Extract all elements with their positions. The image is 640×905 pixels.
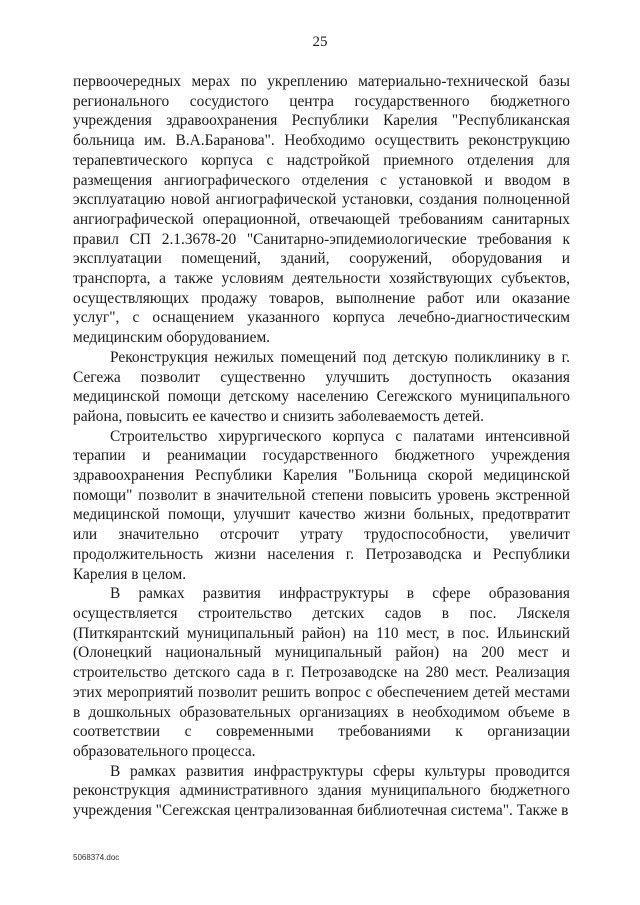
paragraph-continuation: первоочередных мерах по укреплению материально-технической базы регионального сосудистого центра государственного бюджетного учреждения здравоохранения Республики Карелия "Республиканская больница им. В.А.Баранова". Необходимо осуществить реконструкцию терапевтического корпуса с надстройкой приемного отделения для размещения ангиографического отделения с установкой и вводом в эксплуатацию новой ангиографической установки, создания полноценной ангиографической операционной, отвечающей требованиям санитарных правил СП 2.1.3678-20 "Санитарно-эпидемиологические требования к эксплуатации помещений, зданий, сооружений, оборудования и транспорта, а также условиям деятельности хозяйствующих субъектов, осуществляющих продажу товаров, выполнение работ или оказание услуг", с оснащением указанного корпуса лечебно-диагностическим медицинским оборудованием. (73, 73, 570, 347)
body-text (73, 72, 570, 821)
page-number: 25 (312, 34, 328, 50)
document-code: 5068374.doc (73, 853, 120, 862)
paragraph-education-infrastructure: В рамках развития инфраструктуры в сфере образования осуществляется строительство детских садов в пос. Ляскеля (Питкярантский муниципальный район) на 110 мест, в пос. Ильинский (Олонецкий национальный муниципальный район) на 200 мест и строительство детского сада в г. Петрозаводске на 280 мест. Реализация этих мероприятий позволит решить вопрос с обеспечением детей местами в дошкольных образовательных организациях в необходимом объеме в соответствии с современными требованиями к организации образовательного процесса. (73, 585, 570, 760)
paragraph-culture-infrastructure: В рамках развития инфраструктуры сферы культуры проводится реконструкция административного здания муниципального бюджетного учреждения "Сегежская централизованная библиотечная система". Также в (73, 762, 570, 820)
paragraph-surgical-building: Строительство хирургического корпуса с палатами интенсивной терапии и реанимации государственного бюджетного учреждения здравоохранения Республики Карелия "Больница скорой медицинской помощи" позволит в значительной степени повысить уровень экстренной медицинской помощи, улучшит качество жизни больных, предотвратит или значительно отсрочит утрату трудоспособности, увеличит продолжительность жизни населения г. Петрозаводска и Республики Карелия в целом. (73, 427, 570, 583)
paragraph-children-clinic: Реконструкция нежилых помещений под детскую поликлинику в г. Сегежа позволит существенно улучшить доступность оказания медицинской помощи детскому населению Сегежского муниципального района, повысить ее качество и снизить заболеваемость детей. (73, 348, 570, 425)
